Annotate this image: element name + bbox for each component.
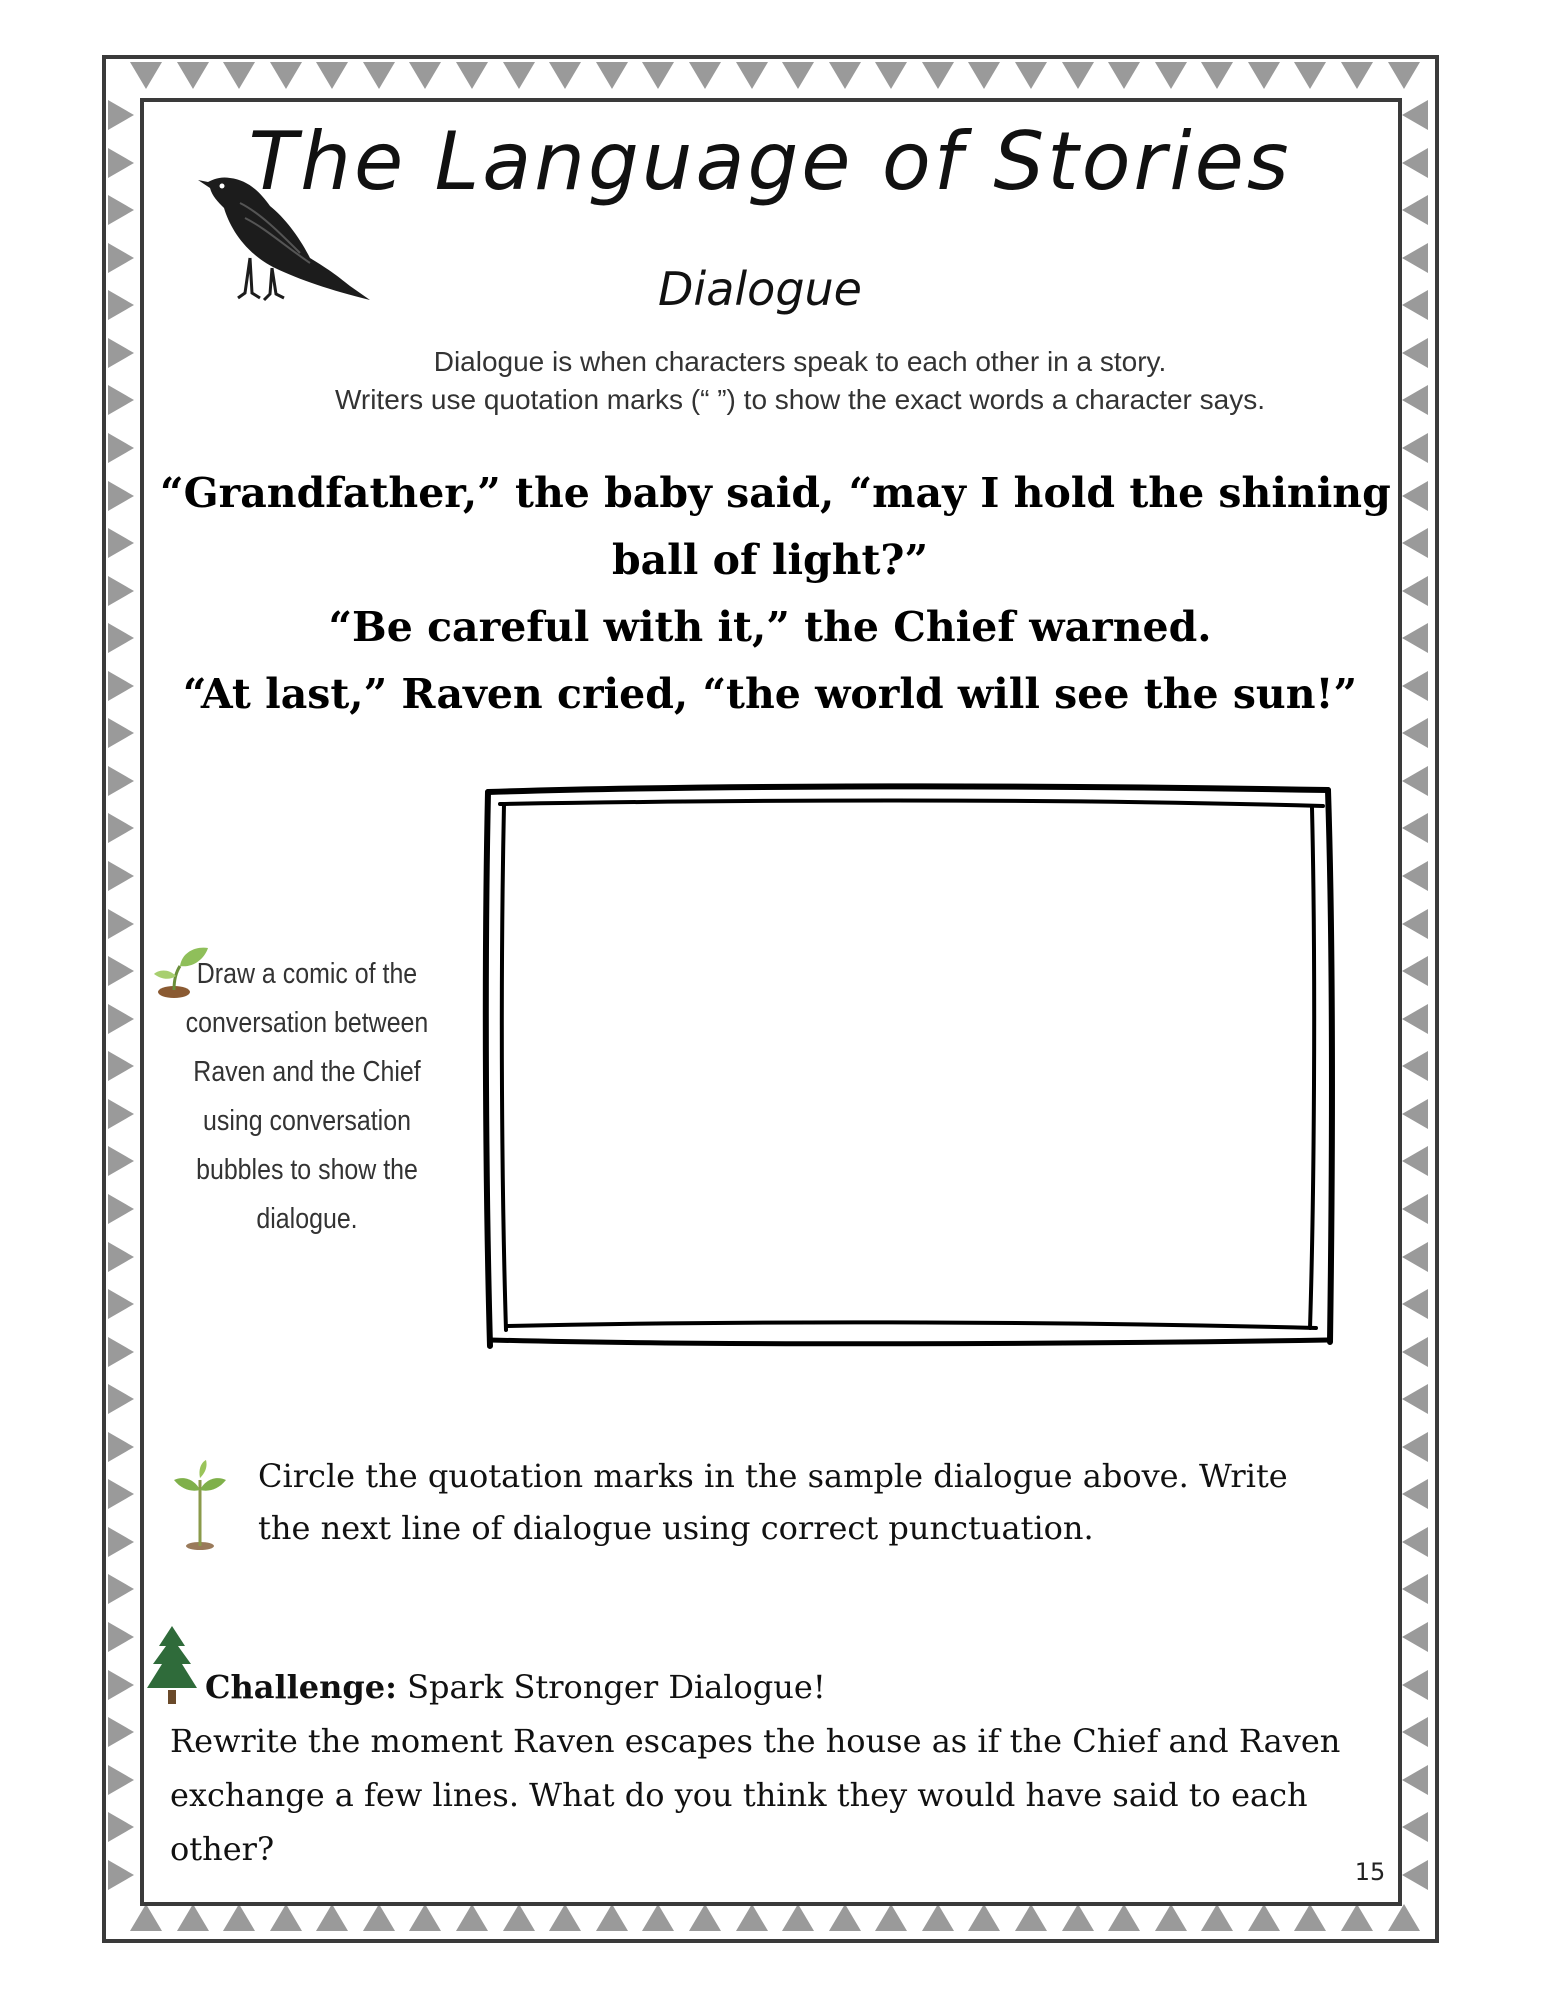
border-triangle	[1402, 1527, 1428, 1557]
border-triangle	[108, 1717, 134, 1747]
border-triangle	[1201, 1904, 1233, 1931]
border-triangle	[363, 1904, 395, 1931]
border-triangle	[1402, 1146, 1428, 1176]
border-triangle	[108, 243, 134, 273]
border-triangle	[1341, 1904, 1373, 1931]
border-triangle	[108, 909, 134, 939]
border-triangle	[1402, 195, 1428, 225]
border-triangle	[456, 1904, 488, 1931]
border-triangle	[108, 290, 134, 320]
border-triangle	[1388, 1904, 1420, 1931]
border-triangle	[549, 1904, 581, 1931]
border-triangle	[1402, 1384, 1428, 1414]
border-triangle	[108, 861, 134, 891]
border-triangle	[1402, 1812, 1428, 1842]
border-triangle	[108, 1860, 134, 1890]
challenge-line: Rewrite the moment Raven escapes the house as if the Chief and Raven	[170, 1722, 1341, 1760]
challenge-section	[170, 1660, 1400, 1876]
border-triangle	[108, 338, 134, 368]
punctuation-instruction	[258, 1450, 1368, 1554]
border-triangle	[1402, 528, 1428, 558]
border-triangle	[108, 1622, 134, 1652]
border-triangle	[1402, 671, 1428, 701]
border-triangle	[1062, 1904, 1094, 1931]
page-number: 15	[1354, 1858, 1386, 1886]
border-triangle	[108, 1670, 134, 1700]
border-triangle	[736, 62, 768, 89]
border-triangle	[1402, 576, 1428, 606]
challenge-title: Spark Stronger Dialogue!	[396, 1668, 826, 1706]
instruction-line: Circle the quotation marks in the sample dialogue above. Write	[258, 1457, 1288, 1495]
border-triangle	[829, 62, 861, 89]
border-triangle	[108, 766, 134, 796]
border-triangle	[108, 148, 134, 178]
border-triangle	[1062, 62, 1094, 89]
border-triangle	[108, 1765, 134, 1795]
border-triangle	[1402, 956, 1428, 986]
border-triangle	[108, 385, 134, 415]
border-triangle	[549, 62, 581, 89]
border-triangle	[108, 1242, 134, 1272]
top-triangle-border	[130, 62, 1420, 89]
border-triangle	[1402, 148, 1428, 178]
border-triangle	[1402, 1004, 1428, 1034]
border-triangle	[108, 671, 134, 701]
intro-line: Writers use quotation marks (“ ”) to show the exact words a character says.	[334, 384, 1266, 415]
border-triangle	[130, 62, 162, 89]
border-triangle	[875, 1904, 907, 1931]
sample-dialogue	[160, 460, 1391, 728]
border-triangle	[782, 62, 814, 89]
border-triangle	[108, 576, 134, 606]
border-triangle	[1402, 623, 1428, 653]
border-triangle	[108, 1479, 134, 1509]
border-triangle	[1402, 718, 1428, 748]
border-triangle	[1248, 62, 1280, 89]
border-triangle	[270, 1904, 302, 1931]
border-triangle	[1402, 385, 1428, 415]
border-triangle	[1402, 338, 1428, 368]
bottom-triangle-border	[130, 1904, 1420, 1931]
challenge-line: exchange a few lines. What do you think they would have said to each	[170, 1776, 1308, 1814]
border-triangle	[223, 62, 255, 89]
border-triangle	[108, 1099, 134, 1129]
border-triangle	[1108, 62, 1140, 89]
border-triangle	[108, 528, 134, 558]
border-triangle	[968, 62, 1000, 89]
border-triangle	[1402, 1479, 1428, 1509]
border-triangle	[1201, 62, 1233, 89]
border-triangle	[689, 62, 721, 89]
border-triangle	[108, 1812, 134, 1842]
border-triangle	[1402, 1289, 1428, 1319]
border-triangle	[363, 62, 395, 89]
dialogue-line: ball of light?”	[611, 536, 929, 584]
seedling-icon	[170, 1460, 230, 1552]
border-triangle	[456, 62, 488, 89]
border-triangle	[503, 1904, 535, 1931]
border-triangle	[409, 1904, 441, 1931]
border-triangle	[596, 1904, 628, 1931]
border-triangle	[1402, 243, 1428, 273]
border-triangle	[1402, 1099, 1428, 1129]
border-triangle	[108, 1051, 134, 1081]
intro-line: Dialogue is when characters speak to each other in a story.	[433, 346, 1167, 377]
border-triangle	[108, 481, 134, 511]
border-triangle	[223, 1904, 255, 1931]
border-triangle	[1248, 1904, 1280, 1931]
border-triangle	[1402, 1337, 1428, 1367]
border-triangle	[922, 62, 954, 89]
border-triangle	[270, 62, 302, 89]
border-triangle	[1294, 1904, 1326, 1931]
border-triangle	[1402, 1242, 1428, 1272]
page-subtitle: Dialogue	[658, 262, 862, 316]
dialogue-line: “At last,” Raven cried, “the world will see the sun!”	[182, 670, 1358, 718]
border-triangle	[1402, 1717, 1428, 1747]
border-triangle	[108, 956, 134, 986]
border-triangle	[829, 1904, 861, 1931]
border-triangle	[1155, 1904, 1187, 1931]
border-triangle	[922, 1904, 954, 1931]
border-triangle	[642, 62, 674, 89]
border-triangle	[1402, 813, 1428, 843]
border-triangle	[108, 1432, 134, 1462]
border-triangle	[108, 718, 134, 748]
border-triangle	[316, 62, 348, 89]
dialogue-line: “Be careful with it,” the Chief warned.	[328, 603, 1212, 651]
border-triangle	[108, 1146, 134, 1176]
border-triangle	[689, 1904, 721, 1931]
border-triangle	[1402, 1432, 1428, 1462]
border-triangle	[1402, 100, 1428, 130]
border-triangle	[108, 433, 134, 463]
border-triangle	[1341, 62, 1373, 89]
border-triangle	[736, 1904, 768, 1931]
border-triangle	[130, 1904, 162, 1931]
intro-text	[300, 343, 1300, 419]
left-triangle-border	[108, 100, 134, 1890]
border-triangle	[108, 1004, 134, 1034]
comic-instruction: Draw a comic of the conversation between Raven and the Chief using conversation bubbles to show the dialogue.	[185, 958, 429, 1235]
border-triangle	[1015, 62, 1047, 89]
border-triangle	[108, 1527, 134, 1557]
border-triangle	[1402, 433, 1428, 463]
border-triangle	[642, 1904, 674, 1931]
border-triangle	[1402, 909, 1428, 939]
border-triangle	[1402, 1622, 1428, 1652]
border-triangle	[409, 62, 441, 89]
challenge-line: other?	[170, 1830, 275, 1868]
border-triangle	[1108, 1904, 1140, 1931]
border-triangle	[1402, 1860, 1428, 1890]
border-triangle	[316, 1904, 348, 1931]
border-triangle	[1402, 1670, 1428, 1700]
border-triangle	[177, 1904, 209, 1931]
dialogue-line: “Grandfather,” the baby said, “may I hold the shining	[160, 469, 1391, 517]
border-triangle	[1402, 1574, 1428, 1604]
border-triangle	[177, 62, 209, 89]
border-triangle	[1015, 1904, 1047, 1931]
border-triangle	[1402, 766, 1428, 796]
border-triangle	[1402, 1765, 1428, 1795]
challenge-heading	[170, 1660, 1400, 1714]
border-triangle	[108, 195, 134, 225]
border-triangle	[108, 623, 134, 653]
border-triangle	[503, 62, 535, 89]
border-triangle	[108, 1574, 134, 1604]
border-triangle	[108, 1289, 134, 1319]
border-triangle	[1402, 1051, 1428, 1081]
border-triangle	[108, 1337, 134, 1367]
border-triangle	[108, 813, 134, 843]
right-triangle-border	[1402, 100, 1428, 1890]
instruction-line: the next line of dialogue using correct punctuation.	[258, 1509, 1094, 1547]
border-triangle	[108, 100, 134, 130]
page-title: The Language of Stories	[248, 115, 1292, 208]
border-triangle	[1388, 62, 1420, 89]
challenge-label: Challenge:	[205, 1668, 397, 1706]
border-triangle	[875, 62, 907, 89]
border-triangle	[782, 1904, 814, 1931]
border-triangle	[1402, 861, 1428, 891]
comic-drawing-box[interactable]	[478, 780, 1340, 1358]
border-triangle	[1155, 62, 1187, 89]
border-triangle	[1402, 481, 1428, 511]
border-triangle	[1402, 1194, 1428, 1224]
border-triangle	[1402, 290, 1428, 320]
border-triangle	[108, 1194, 134, 1224]
border-triangle	[968, 1904, 1000, 1931]
border-triangle	[108, 1384, 134, 1414]
border-triangle	[1294, 62, 1326, 89]
border-triangle	[596, 62, 628, 89]
